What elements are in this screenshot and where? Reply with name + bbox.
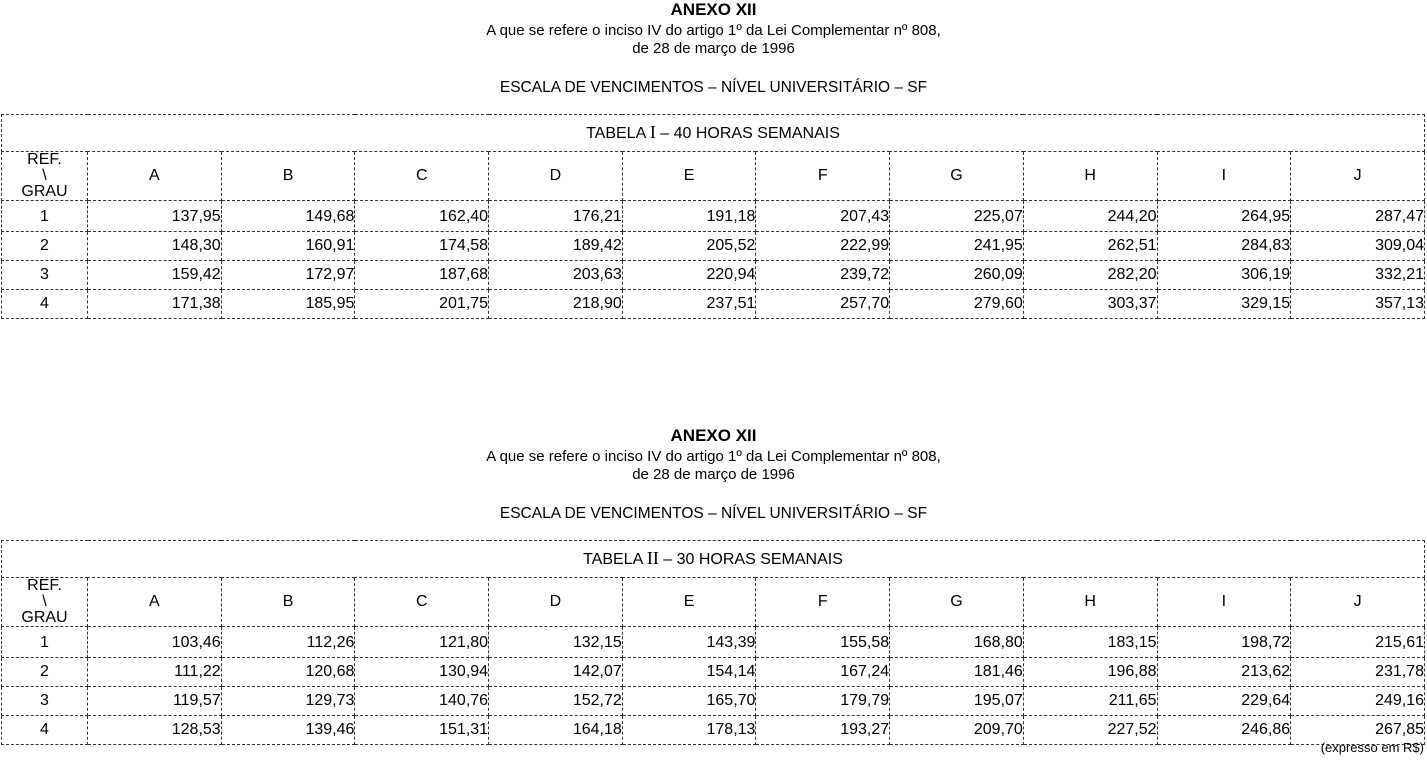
column-header: A	[88, 152, 222, 201]
column-header: G	[890, 578, 1024, 627]
value-cell: 149,68	[221, 201, 355, 232]
value-cell: 246,86	[1157, 716, 1291, 745]
value-cell: 164,18	[489, 716, 623, 745]
value-cell: 222,99	[756, 232, 890, 261]
value-cell: 176,21	[489, 201, 623, 232]
salary-scale-heading: ESCALA DE VENCIMENTOS – NÍVEL UNIVERSITÁRIO – SF	[499, 505, 928, 522]
table-row	[2, 687, 1425, 716]
annex-reference-line: A que se refere o inciso IV do artigo 1º da Lei Complementar nº 808,	[486, 448, 941, 465]
value-cell: 121,80	[355, 627, 489, 658]
value-cell: 119,57	[88, 687, 222, 716]
column-header: E	[622, 578, 756, 627]
value-cell: 207,43	[756, 201, 890, 232]
value-cell: 172,97	[221, 261, 355, 290]
value-cell: 155,58	[756, 627, 890, 658]
value-cell: 151,31	[355, 716, 489, 745]
column-header: F	[756, 578, 890, 627]
table-row	[2, 232, 1425, 261]
value-cell: 174,58	[355, 232, 489, 261]
value-cell: 229,64	[1157, 687, 1291, 716]
value-cell: 284,83	[1157, 232, 1291, 261]
grau-cell: 3	[2, 687, 88, 716]
value-cell: 329,15	[1157, 290, 1291, 319]
value-cell: 112,26	[221, 627, 355, 658]
table-caption-numeral: II	[646, 548, 659, 568]
value-cell: 154,14	[622, 658, 756, 687]
value-cell: 195,07	[890, 687, 1024, 716]
value-cell: 231,78	[1291, 658, 1425, 687]
table-row	[2, 716, 1425, 745]
value-cell: 187,68	[355, 261, 489, 290]
value-cell: 198,72	[1157, 627, 1291, 658]
column-header: C	[355, 578, 489, 627]
column-header: I	[1157, 578, 1291, 627]
value-cell: 309,04	[1291, 232, 1425, 261]
value-cell: 183,15	[1023, 627, 1157, 658]
grau-cell: 2	[2, 232, 88, 261]
value-cell: 191,18	[622, 201, 756, 232]
value-cell: 201,75	[355, 290, 489, 319]
value-cell: 137,95	[88, 201, 222, 232]
value-cell: 209,70	[890, 716, 1024, 745]
value-cell: 140,76	[355, 687, 489, 716]
value-cell: 306,19	[1157, 261, 1291, 290]
table-row	[2, 261, 1425, 290]
grau-cell: 4	[2, 290, 88, 319]
value-cell: 218,90	[489, 290, 623, 319]
table-row	[2, 201, 1425, 232]
value-cell: 162,40	[355, 201, 489, 232]
column-header: D	[489, 578, 623, 627]
ref-grau-header	[2, 578, 88, 627]
value-cell: 225,07	[890, 201, 1024, 232]
value-cell: 260,09	[890, 261, 1024, 290]
value-cell: 142,07	[489, 658, 623, 687]
grau-cell: 1	[2, 201, 88, 232]
value-cell: 357,13	[1291, 290, 1425, 319]
value-cell: 128,53	[88, 716, 222, 745]
column-header: I	[1157, 152, 1291, 201]
value-cell: 213,62	[1157, 658, 1291, 687]
table-caption-hours: – 30 HORAS SEMANAIS	[663, 551, 843, 568]
value-cell: 159,42	[88, 261, 222, 290]
value-cell: 185,95	[221, 290, 355, 319]
value-cell: 167,24	[756, 658, 890, 687]
grau-label: GRAU	[21, 609, 68, 626]
table-caption-numeral: I	[649, 122, 656, 142]
value-cell: 120,68	[221, 658, 355, 687]
salary-table-1	[1, 114, 1425, 319]
grau-cell: 3	[2, 261, 88, 290]
value-cell: 143,39	[622, 627, 756, 658]
value-cell: 264,95	[1157, 201, 1291, 232]
column-header: J	[1291, 152, 1425, 201]
value-cell: 262,51	[1023, 232, 1157, 261]
ref-separator: \	[42, 593, 47, 610]
annex-date-line: de 28 de março de 1996	[632, 466, 795, 483]
value-cell: 130,94	[355, 658, 489, 687]
value-cell: 282,20	[1023, 261, 1157, 290]
value-cell: 111,22	[88, 658, 222, 687]
value-cell: 332,21	[1291, 261, 1425, 290]
ref-grau-header	[2, 152, 88, 201]
column-header: E	[622, 152, 756, 201]
value-cell: 193,27	[756, 716, 890, 745]
annex-title: ANEXO XII	[670, 426, 757, 445]
value-cell: 152,72	[489, 687, 623, 716]
annex-reference-line: A que se refere o inciso IV do artigo 1º da Lei Complementar nº 808,	[486, 22, 941, 39]
value-cell: 220,94	[622, 261, 756, 290]
column-header: B	[221, 152, 355, 201]
value-cell: 211,65	[1023, 687, 1157, 716]
column-header: F	[756, 152, 890, 201]
value-cell: 189,42	[489, 232, 623, 261]
table-caption	[2, 115, 1425, 152]
table-caption	[2, 541, 1425, 578]
table-row	[2, 627, 1425, 658]
value-cell: 279,60	[890, 290, 1024, 319]
value-cell: 165,70	[622, 687, 756, 716]
column-header: G	[890, 152, 1024, 201]
ref-label: REF.	[27, 151, 62, 168]
value-cell: 139,46	[221, 716, 355, 745]
column-header: D	[489, 152, 623, 201]
value-cell: 227,52	[1023, 716, 1157, 745]
value-cell: 257,70	[756, 290, 890, 319]
grau-cell: 4	[2, 716, 88, 745]
value-cell: 205,52	[622, 232, 756, 261]
value-cell: 203,63	[489, 261, 623, 290]
table-caption-prefix: TABELA	[586, 125, 646, 142]
ref-separator: \	[42, 167, 47, 184]
column-header: B	[221, 578, 355, 627]
column-header: H	[1023, 152, 1157, 201]
grau-cell: 2	[2, 658, 88, 687]
column-header: H	[1023, 578, 1157, 627]
value-cell: 237,51	[622, 290, 756, 319]
value-cell: 171,38	[88, 290, 222, 319]
value-cell: 196,88	[1023, 658, 1157, 687]
table-row	[2, 658, 1425, 687]
value-cell: 303,37	[1023, 290, 1157, 319]
value-cell: 178,13	[622, 716, 756, 745]
value-cell: 181,46	[890, 658, 1024, 687]
table-caption-prefix: TABELA	[583, 551, 643, 568]
value-cell: 287,47	[1291, 201, 1425, 232]
value-cell: 241,95	[890, 232, 1024, 261]
value-cell: 244,20	[1023, 201, 1157, 232]
value-cell: 132,15	[489, 627, 623, 658]
value-cell: 103,46	[88, 627, 222, 658]
currency-note: (expresso em R$)	[1320, 740, 1424, 755]
column-header: A	[88, 578, 222, 627]
annex-title: ANEXO XII	[670, 0, 757, 19]
value-cell: 267,85	[1291, 716, 1425, 745]
salary-scale-heading: ESCALA DE VENCIMENTOS – NÍVEL UNIVERSITÁRIO – SF	[499, 79, 928, 96]
value-cell: 168,80	[890, 627, 1024, 658]
table-caption-hours: – 40 HORAS SEMANAIS	[660, 125, 840, 142]
value-cell: 160,91	[221, 232, 355, 261]
value-cell: 249,16	[1291, 687, 1425, 716]
value-cell: 239,72	[756, 261, 890, 290]
annex-date-line: de 28 de março de 1996	[632, 40, 795, 57]
ref-label: REF.	[27, 577, 62, 594]
value-cell: 129,73	[221, 687, 355, 716]
column-header: C	[355, 152, 489, 201]
table-row	[2, 290, 1425, 319]
value-cell: 215,61	[1291, 627, 1425, 658]
grau-label: GRAU	[21, 183, 68, 200]
column-header: J	[1291, 578, 1425, 627]
salary-table-2	[1, 540, 1425, 745]
grau-cell: 1	[2, 627, 88, 658]
value-cell: 148,30	[88, 232, 222, 261]
value-cell: 179,79	[756, 687, 890, 716]
